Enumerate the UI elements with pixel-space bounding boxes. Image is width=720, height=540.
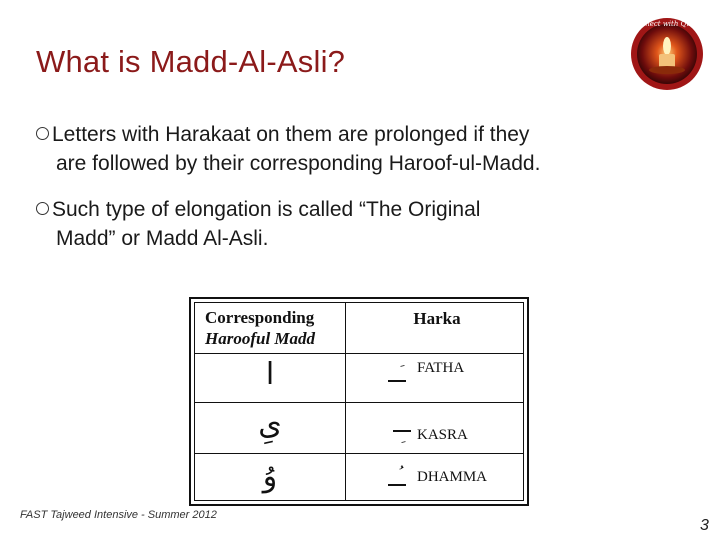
madd-table [189, 297, 529, 506]
bullet-1 [36, 120, 636, 178]
slide-title: What is Madd-Al-Asli? [36, 44, 346, 79]
logo-text: Connect with Quran [631, 20, 703, 28]
dhamma-line [388, 484, 406, 486]
header-corresponding-madd [205, 307, 345, 349]
bullet-2 [36, 195, 636, 253]
bullet-1-line-2: are followed by their corresponding Haroof-ul-Madd. [56, 152, 541, 175]
harka-fatha: FATHA [417, 360, 465, 376]
kasra-line [393, 430, 411, 432]
table-divider [195, 402, 523, 403]
bullet-1-line-1: Letters with Harakaat on them are prolonged if they [52, 123, 530, 146]
table-divider [195, 453, 523, 454]
fatha-line [388, 380, 406, 382]
page-number: 3 [700, 517, 709, 534]
madd-letter-alif: ا [265, 357, 275, 392]
candle-logo-icon [629, 16, 705, 92]
header-col1-line2: Harooful Madd [205, 329, 316, 348]
slide-footer: FAST Tajweed Intensive - Summer 2012 [20, 509, 217, 521]
bullet-circle-icon [36, 127, 49, 140]
header-col1-line1: Corresponding [205, 308, 315, 327]
harka-kasra: KASRA [417, 427, 468, 443]
bullet-2-line-2: Madd” or Madd Al-Asli. [56, 227, 269, 250]
bullet-2-line-1: Such type of elongation is called “The Original [52, 198, 481, 221]
header-harka: Harka [413, 309, 461, 328]
madd-letter-waw: وُ [262, 459, 278, 494]
harka-dhamma: DHAMMA [417, 469, 488, 485]
table-divider [195, 353, 523, 354]
bullet-circle-icon [36, 202, 49, 215]
madd-letter-ya: ىِ [258, 407, 282, 442]
